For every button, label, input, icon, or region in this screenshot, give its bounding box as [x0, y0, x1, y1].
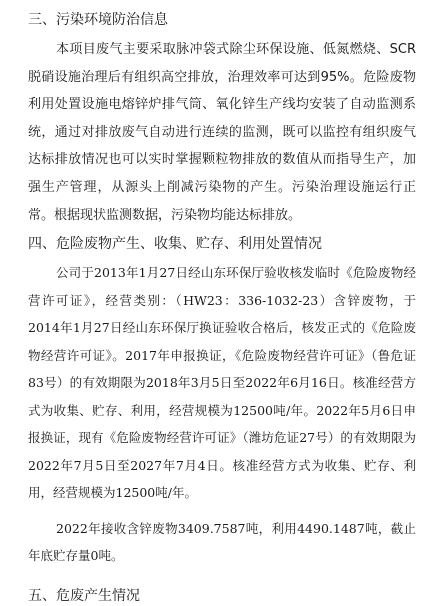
paragraph-pollution-prevention: 本项目废气主要采取脉冲袋式除尘环保设施、低氮燃烧、SCR脱硝设施治理后有组织高空排放，治理效率可达到95%。危险废物利用处置设施电熔锌炉排气筒、氧化锌生产线均安装了自动监测系统，通过对排放废气自动进行连续的监测，既可以监控有组织废气达标排放情况也可以实时掌握颗粒物排放的数值从而指导生产，加强生产管理，从源头上削减污染物的产生。污染治理设施运行正常。根据现状监测数据，污染物均能达标排放。 [28, 42, 416, 223]
paragraph-hazardous-waste-license: 公司于2013年1月27日经山东环保厅验收核发临时《危险废物经营许可证》，经营类别：（HW23：336-1032-23）含锌废物，于2014年1月27日经山东环保厅换证验收合格后，核发正式的《危险废物经营许可证》。2017年申报换证，《危险废物经营许可证》（鲁危证83号）的有效期限为2018年3月5日至2022年6月16日。核准经营方式为收集、贮存、利用，经营规模为12500吨/年。2022年5月6日申报换证，现有《危险废物经营许可证》（潍坊危证27号）的有效期限为2022年7月5日至2027年7月4日。核准经营方式为收集、贮存、利用，经营规模为12500吨/年。 [28, 265, 416, 501]
section-heading-pollution-prevention: 三、污染环境防治信息 [28, 12, 168, 28]
paragraph-annual-zinc-waste: 2022年接收含锌废物3409.7587吨，利用4490.1487吨，截止年底贮存量0吨。 [28, 520, 416, 564]
paragraph-gap [28, 507, 416, 515]
section-heading-hazardous-waste-generation: 五、危废产生情况 [28, 587, 140, 604]
section-heading-hazardous-waste-handling: 四、危险废物产生、收集、贮存、利用处置情况 [28, 236, 322, 253]
